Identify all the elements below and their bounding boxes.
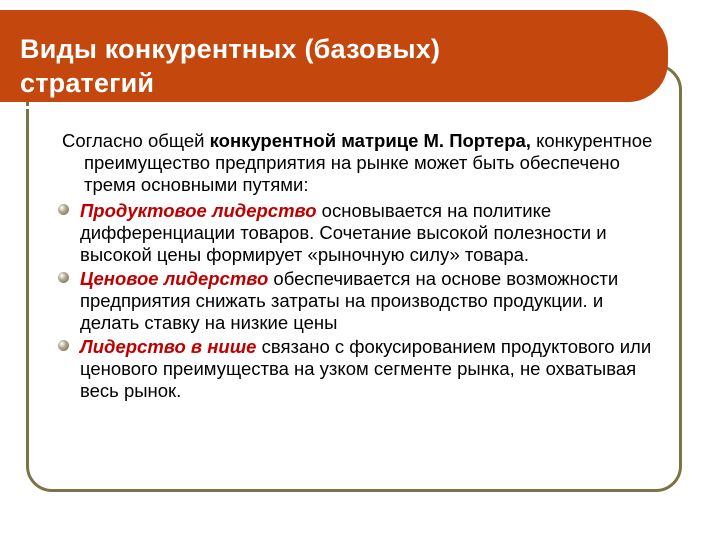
strategy-text: обеспечивается на основе возможности предприятия снижать затраты на производство продукции. и делать ставку на низкие цены (80, 268, 619, 333)
bullet-dot-icon (58, 340, 69, 351)
list-item (62, 200, 662, 266)
strategy-term: Лидерство в нише (80, 336, 257, 357)
strategy-term: Ценовое лидерство (80, 268, 269, 289)
intro-paragraph (62, 130, 662, 196)
strategy-term: Продуктовое лидерство (80, 200, 317, 221)
bullet-dot-icon (58, 204, 69, 215)
intro-lead: Согласно общей (62, 130, 210, 151)
slide-body (62, 130, 662, 404)
list-item (62, 336, 662, 402)
title-underline (8, 106, 636, 109)
title-banner (0, 10, 668, 102)
strategy-text: основывается на политике дифференциации товаров. Сочетание высокой полезности и высокой цены формирует «рыночную силу» товара. (80, 200, 607, 265)
intro-rest: конкурентное преимущество предприятия на рынке может быть обеспечено тремя основными путями: (84, 130, 653, 195)
title-line-1: Виды конкурентных (базовых) (20, 34, 441, 64)
strategy-list (62, 200, 662, 402)
title-line-2: стратегий (20, 68, 155, 98)
list-item (62, 268, 662, 334)
slide-title (20, 32, 440, 100)
strategy-text: связано с фокусированием продуктового или ценового преимущества на узком сегменте рынка, не охватывая весь рынок. (80, 336, 652, 401)
intro-emphasis: конкурентной матрице М. Портера, (209, 130, 531, 151)
bullet-dot-icon (58, 272, 69, 283)
